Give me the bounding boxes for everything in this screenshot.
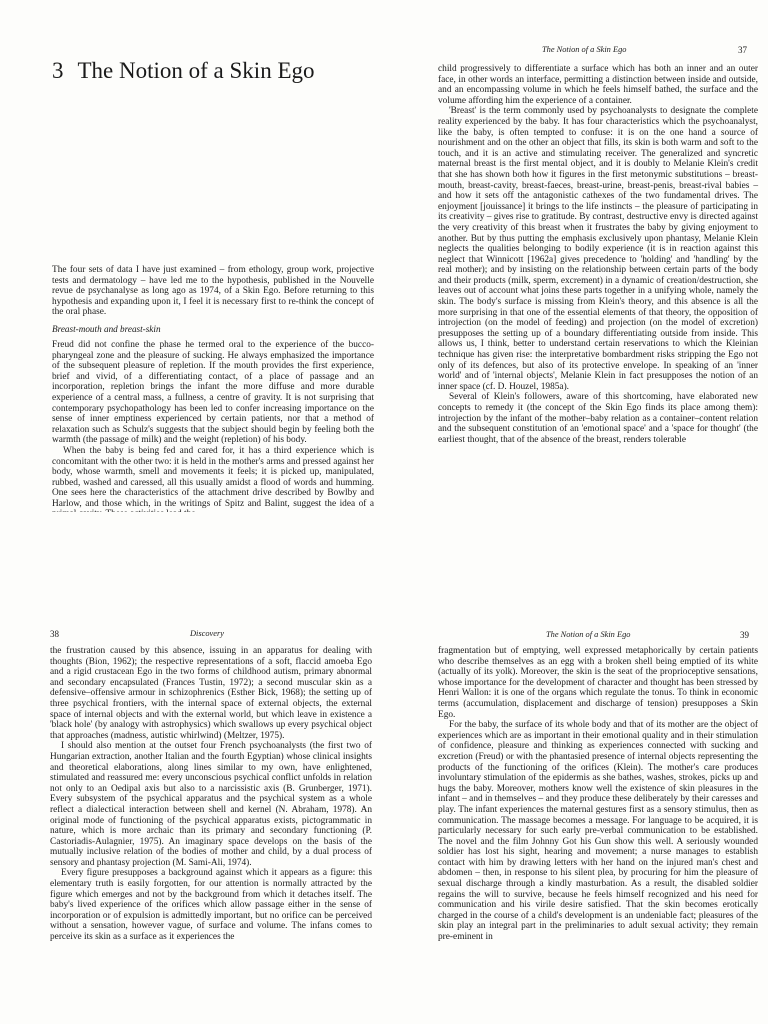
chapter-heading [52,58,315,84]
page-number: 38 [50,629,59,639]
body-paragraph: the frustration caused by this absence, issuing in an apparatus for dealing with thoughts (Bion, 1962); the respective representations of a soft, flaccid amoeba Ego and a rigid crustacean Ego in the two forms of childhood autism, primary abnormal and secondary encapsulated (Frances Tustin, 1972); a second muscular skin as a defensive–offensive armour in schizophrenics (Esther Bick, 1968); the setting up of three psychical frontiers, with the internal space of external objects, the external space of internal objects and with the external world, but which leave in existence a 'black hole' (by analogy with astrophysics) which swallows up every psychical object that approaches (madness, autistic whirlwind) (Meltzer, 1975). [50,646,372,741]
page-body [50,646,372,943]
running-head: The Notion of a Skin Ego [542,45,627,54]
body-paragraph: Every figure presupposes a background against which it appears as a figure: this elementary truth is easily forgotten, for our attention is normally attracted by the figure which emerges and not by the background from which it detaches itself. The baby's lived experience of the orifices which allow passage either in the sense of incorporation or of expulsion is admittedly important, but no orifice can be perceived without a sensation, however vague, of surface and volume. The infans comes to perceive its skin as a surface as it experiences the [50,868,372,943]
page-number: 37 [738,45,747,55]
running-head: The Notion of a Skin Ego [546,630,631,639]
page-37 [384,0,768,512]
page-number: 39 [740,630,749,640]
section-subheading: Breast-mouth and breast-skin [52,323,161,334]
page-body [438,646,758,943]
body-paragraph: For the baby, the surface of its whole body and that of its mother are the object of experiences which are as important in their emotional quality and in their stimulation of confidence, pleasure and thinking as experiences connected with sucking and excretion (Freud) or with the phantasied presence of internal objects representing the products of the functioning of the orifices (Klein). The mother's care produces involuntary stimulation of the epidermis as she bathes, washes, strokes, picks up and hugs the baby. Moreover, mothers know well the existence of skin pleasures in the infant – and in themselves – and they produce these deliberately by their caresses and play. The infant experiences the maternal gestures first as a sensory stimulus, then as communication. The massage becomes a message. For language to be acquired, it is particularly necessary for such early pre-verbal communication to be established. The novel and the film Johnny Got his Gun show this well. A seriously wounded soldier has lost his sight, hearing and movement; a nurse manages to establish contact with him by drawing letters with her hand on the injured man's chest and abdomen – then, in response to his silent plea, by procuring for him the pleasure of sexual discharge through a kindly masturbation. As a result, the disabled soldier regains the will to survive, because he feels himself recognized and his need for communication and his virile desire satisfied. That the skin becomes erotically charged in the course of a child's development is an undeniable fact; pleasures of the skin play an integral part in the preliminaries to adult sexual activity; they remain pre-eminent in [438,720,758,943]
body-paragraph: I should also mention at the outset four French psychoanalysts (the first two of Hungarian extraction, another Italian and the fourth Egyptian) whose clinical insights and theoretical elaborations, along lines similar to my own, have enlightened, stimulated and reassured me: every unconscious psychical conflict unfolds in relation not only to an Oedipal axis but also to a narcissistic axis (B. Grunberger, 1971). Every subsystem of the psychical apparatus and the psychical system as a whole reflect a dialectical interaction between shell and kernel (N. Abraham, 1978). An original mode of functioning of the psychical apparatus exists, pictogrammatic in nature, which is more archaic than its primary and secondary functioning (P. Castoriadis-Aulagnier, 1975). An imaginary space develops on the basis of the mutually inclusive relation of the bodies of mother and child, by a dual process of sensory and phantasy projection (M. Sami-Ali, 1974). [50,741,372,868]
body-paragraph: fragmentation but of emptying, well expressed metaphorically by certain patients who describe themselves as an egg with a broken shell being emptied of its white (actually of its yolk). Moreover, the skin is the seat of the proprioceptive sensations, whose importance for the development of character and thought has been stressed by Henri Wallon: it is one of the organs which regulate the tonus. To think in economic terms (accumulation, displacement and discharge of tension) presupposes a Skin Ego. [438,646,758,720]
page-body [438,64,758,445]
body-paragraph: child progressively to differentiate a surface which has both an inner and an outer face, in other words an interface, permitting a distinction between inside and outside, and an encompassing volume in which he feels himself bathed, the surface and the volume affording him the experience of a container. [438,64,758,106]
body-paragraph: Several of Klein's followers, aware of this shortcoming, have elaborated new concepts to remedy it (the concept of the Skin Ego finds its place among them): introjection by the infant of the mother–baby relation as a container–content relation and the subsequent constitution of an 'emotional space' and a 'space for thought' (the earliest thought, that of the absence of the breast, renders tolerable [438,392,758,445]
body-paragraph: When the baby is being fed and cared for, it has a third experience which is concomitant with the other two: it is held in the mother's arms and pressed against her body, whose warmth, smell and movements it feels; it is picked up, manipulated, rubbed, washed and caressed, all this usually amidst a flood of words and humming. One sees here the characteristics of the attachment drive described by Bowlby and Harlow, and those which, in the writings of Spitz and Balint, suggest the idea of a [52,445,374,509]
body-paragraph: Freud did not confine the phase he termed oral to the experience of the bucco-pharyngeal zone and the pleasure of sucking. He always emphasized the importance of the subsequent pleasure of repletion. If the mouth provides the first experience, brief and vivid, of a differentiating contact, of a place of passage and an incorporation, repletion brings the infant the more diffuse and more durable experience of a central mass, a fullness, a centre of gravity. It is not surprising that contemporary psychopathology has been led to confer increasing importance on the sense of inner emptiness experienced by certain patients, nor that a method of relaxation such as Schulz's suggests that the subject should begin by feeling both the warmth (the passage of milk) and the weight (repletion) of his body. [52,339,374,446]
chapter-body [52,265,374,520]
intro-paragraph: The four sets of data I have just examined – from ethology, group work, projective tests and dermatology – have led me to the hypothesis, published in the Nouvelle revue de psychanalyse as long ago as 1974, of a Skin Ego. Before returning to this hypothesis and expanding upon it, I feel it is necessary first to re-think the concept of the oral phase. [52,265,374,318]
body-paragraph: 'Breast' is the term commonly used by psychoanalysts to designate the complete reality experienced by the baby. It has four characteristics which the psychoanalyst, like the baby, is often tempted to confuse: it is on the one hand a source of nourishment and on the other an object that fills, its skin is both warm and soft to the touch, and it is an active and stimulating receiver. The generalized and syncretic maternal breast is the first mental object, and it is doubly to Melanie Klein's credit that she has shown both how it figures in the first metonymic substitutions – breast-mouth, breast-cavity, breast-faeces, breast-urine, breast-penis, breast-rival babies – and how it sets off the antagonistic cathexes of the two fundamental drives. The enjoyment [jouissance] it brings to the life instincts – the pleasure of participating in its creativity – gives rise to gratitude. By contrast, destructive envy is directed against the very creativity of this breast when it frustrates the baby by giving enjoyment to another. But by thus putting the emphasis exclusively upon phantasy, Melanie Klein neglects the qualities belonging to bodily experience (it is in reaction against this neglect that Winnicott [1962a] gives precedence to 'holding' and 'handling' by the real mother); and by insisting on the relationship between certain parts of the body and their products (milk, sperm, excrement) in a dynamic of creation/destruction, she leaves out of account what joins these parts together in a unifying whole, namely the skin. The body's surface is missing from Klein's theory, and this absence is all the more surprising in that one of the essential elements of that theory, the opposition of introjection (on the model of feeding) and projection (on the model of excretion) presupposes the setting up of a boundary differentiating outside from inside. This allows us, I think, better to understand certain reservations to which the Kleinian technique has given rise: the interpretative bombardment risks stripping the Ego not only of its defences, but also of its protective envelope. In speaking of an 'inner world' and of 'internal objects', Melanie Klein in fact presupposes the notion of an inner space (cf. D. Houzel, 1985a). [438,106,758,392]
running-head: Discovery [190,629,224,638]
chapter-number: 3 [52,58,64,83]
chapter-title: The Notion of a Skin Ego [77,58,315,83]
page-38 [0,512,384,1024]
page-chapter-opening [0,0,384,512]
page-39 [384,512,768,1024]
